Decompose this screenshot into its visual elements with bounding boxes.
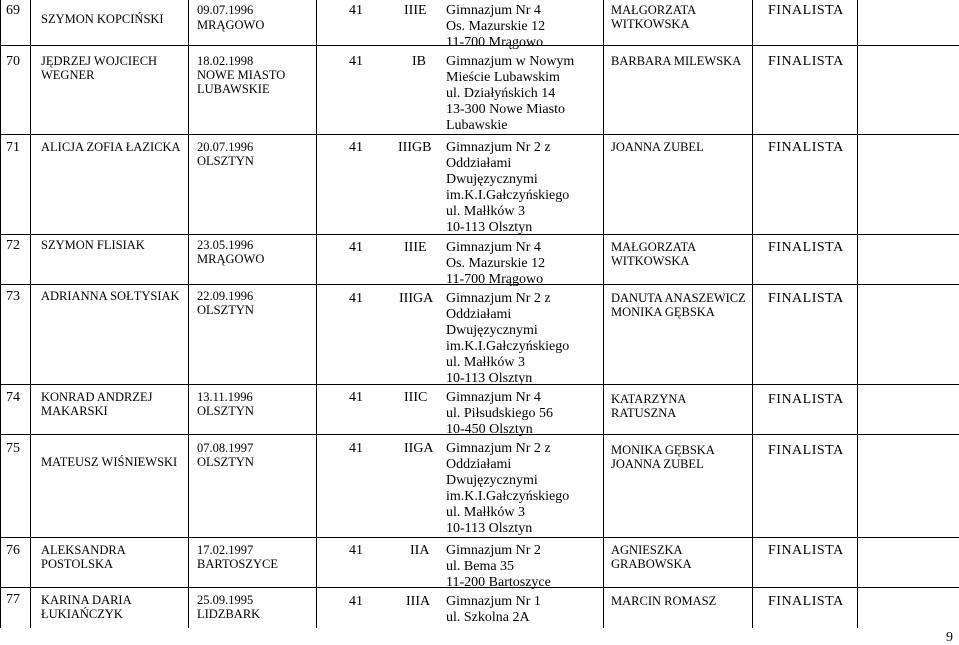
table-border [752,0,753,628]
school-line: 10-113 Olsztyn [446,521,533,536]
school-line: im.K.I.Gałczyńskiego [446,188,570,203]
school-line: Gimnazjum Nr 2 z [446,441,551,456]
class-label: IB [412,54,426,69]
student-name: KARINA DARIA [41,593,132,607]
student-name: KONRAD ANDRZEJ [41,390,153,404]
teacher-name: DANUTA ANASZEWICZ [611,291,746,305]
birth-date: 18.02.1998 [197,54,254,68]
school-line: 10-113 Olsztyn [446,371,533,386]
school-line: 11-700 Mrągowo [446,35,544,50]
birth-date: 09.07.1996 [197,3,254,17]
student-name: POSTOLSKA [41,557,114,571]
school-line: Oddziałami [446,307,512,322]
birth-date: 25.09.1995 [197,593,254,607]
row-divider [0,587,316,588]
status-label: FINALISTA [768,3,844,18]
school-line: ul. Małłków 3 [446,355,525,370]
row-number: 76 [6,543,20,558]
school-code: 41 [349,291,363,306]
teacher-name: RATUSZNA [611,406,677,420]
school-line: Lubawskie [446,118,508,133]
teacher-name: MAŁGORZATA [611,3,697,17]
status-label: FINALISTA [768,240,844,255]
birth-city: LIDZBARK [197,607,261,621]
row-divider [316,434,959,435]
school-line: Mieście Lubawskim [446,70,560,85]
row-divider [0,384,316,385]
table-border [603,0,604,628]
teacher-name: MONIKA GĘBSKA [611,443,715,457]
school-line: Os. Mazurskie 12 [446,256,546,271]
class-label: IIIA [406,594,431,609]
row-divider [316,537,959,538]
school-line: 13-300 Nowe Miasto [446,102,565,117]
school-line: Dwujęzycznymi [446,172,538,187]
row-divider [316,587,959,588]
row-divider [316,134,959,135]
birth-city: LUBAWSKIE [197,82,270,96]
school-line: Gimnazjum w Nowym [446,54,575,69]
birth-date: 22.09.1996 [197,289,254,303]
birth-date: 17.02.1997 [197,543,254,557]
student-name: ŁUKIAŃCZYK [41,607,123,621]
school-line: ul. Bema 35 [446,559,515,574]
teacher-name: AGNIESZKA [611,543,683,557]
row-number: 71 [6,140,20,155]
student-name: WEGNER [41,68,95,82]
row-divider [0,284,316,285]
student-name: SZYMON KOPCIŃSKI [41,12,164,26]
row-number: 69 [6,3,20,18]
status-label: FINALISTA [768,291,844,306]
teacher-name: KATARZYNA [611,392,687,406]
school-code: 41 [349,594,363,609]
teacher-name: MAŁGORZATA [611,240,697,254]
class-label: IIIGB [398,140,432,155]
birth-city: OLSZTYN [197,303,254,317]
class-label: IIA [410,543,430,558]
school-line: ul. Działyńskich 14 [446,86,556,101]
row-number: 72 [6,238,20,253]
school-line: Dwujęzycznymi [446,323,538,338]
student-name: ALICJA ZOFIA ŁAZICKA [41,140,181,154]
student-name: MATEUSZ WIŚNIEWSKI [41,455,178,469]
school-code: 41 [349,240,363,255]
table-border [0,0,1,628]
table-border [316,0,317,628]
birth-city: OLSZTYN [197,455,254,469]
school-line: Gimnazjum Nr 4 [446,390,541,405]
teacher-name: GRABOWSKA [611,557,692,571]
school-line: 11-700 Mrągowo [446,272,544,287]
school-code: 41 [349,54,363,69]
school-line: ul. Szkolna 2A [446,610,530,625]
birth-city: OLSZTYN [197,154,254,168]
school-line: 11-200 Bartoszyce [446,575,551,590]
school-line: Gimnazjum Nr 4 [446,3,541,18]
school-line: Gimnazjum Nr 2 z [446,291,551,306]
status-label: FINALISTA [768,392,844,407]
table-border [188,0,189,628]
school-line: im.K.I.Gałczyńskiego [446,489,570,504]
school-line: im.K.I.Gałczyńskiego [446,339,570,354]
row-number: 70 [6,54,20,69]
school-code: 41 [349,543,363,558]
row-divider [0,134,316,135]
row-number: 75 [6,441,20,456]
class-label: IIIC [404,390,428,405]
birth-city: NOWE MIASTO [197,68,286,82]
school-line: ul. Małłków 3 [446,505,525,520]
class-label: IIIE [404,240,427,255]
school-line: 10-113 Olsztyn [446,220,533,235]
school-line: Gimnazjum Nr 4 [446,240,541,255]
school-line: ul. Piłsudskiego 56 [446,406,553,421]
teacher-name: WITKOWSKA [611,254,690,268]
row-divider [0,234,316,235]
school-line: Dwujęzycznymi [446,473,538,488]
birth-city: OLSZTYN [197,404,254,418]
teacher-name: JOANNA ZUBEL [611,140,704,154]
class-label: IIIE [404,3,427,18]
status-label: FINALISTA [768,443,844,458]
row-number: 77 [6,592,20,607]
table-border [857,0,858,628]
row-number: 73 [6,289,20,304]
row-divider [0,537,316,538]
school-line: ul. Małłków 3 [446,204,525,219]
status-label: FINALISTA [768,594,844,609]
school-line: Os. Mazurskie 12 [446,19,546,34]
student-name: ALEKSANDRA [41,543,126,557]
birth-date: 13.11.1996 [197,390,253,404]
teacher-name: BARBARA MILEWSKA [611,54,742,68]
school-code: 41 [349,3,363,18]
row-divider [0,45,316,46]
school-line: Oddziałami [446,156,512,171]
student-name: SZYMON FLISIAK [41,238,145,252]
class-label: IIGA [404,441,434,456]
birth-date: 07.08.1997 [197,441,254,455]
school-code: 41 [349,390,363,405]
student-name: ADRIANNA SOŁTYSIAK [41,289,180,303]
row-number: 74 [6,390,20,405]
birth-city: BARTOSZYCE [197,557,278,571]
status-label: FINALISTA [768,54,844,69]
birth-city: MRĄGOWO [197,252,265,266]
row-divider [316,45,959,46]
birth-city: MRĄGOWO [197,18,265,32]
page-number: 9 [946,630,953,645]
class-label: IIIGA [399,291,434,306]
birth-date: 23.05.1996 [197,238,254,252]
student-name: JĘDRZEJ WOJCIECH [41,54,158,68]
school-line: Oddziałami [446,457,512,472]
school-line: Gimnazjum Nr 2 z [446,140,551,155]
school-line: Gimnazjum Nr 1 [446,594,541,609]
table-border [30,0,31,628]
school-line: Gimnazjum Nr 2 [446,543,541,558]
row-divider [316,284,959,285]
birth-date: 20.07.1996 [197,140,254,154]
teacher-name: MARCIN ROMASZ [611,594,717,608]
status-label: FINALISTA [768,543,844,558]
school-code: 41 [349,140,363,155]
row-divider [0,434,316,435]
row-divider [316,384,959,385]
school-code: 41 [349,441,363,456]
student-name: MAKARSKI [41,404,108,418]
teacher-name: JOANNA ZUBEL [611,457,704,471]
teacher-name: MONIKA GĘBSKA [611,305,715,319]
row-divider [316,234,959,235]
status-label: FINALISTA [768,140,844,155]
school-line: 10-450 Olsztyn [446,422,533,437]
teacher-name: WITKOWSKA [611,17,690,31]
